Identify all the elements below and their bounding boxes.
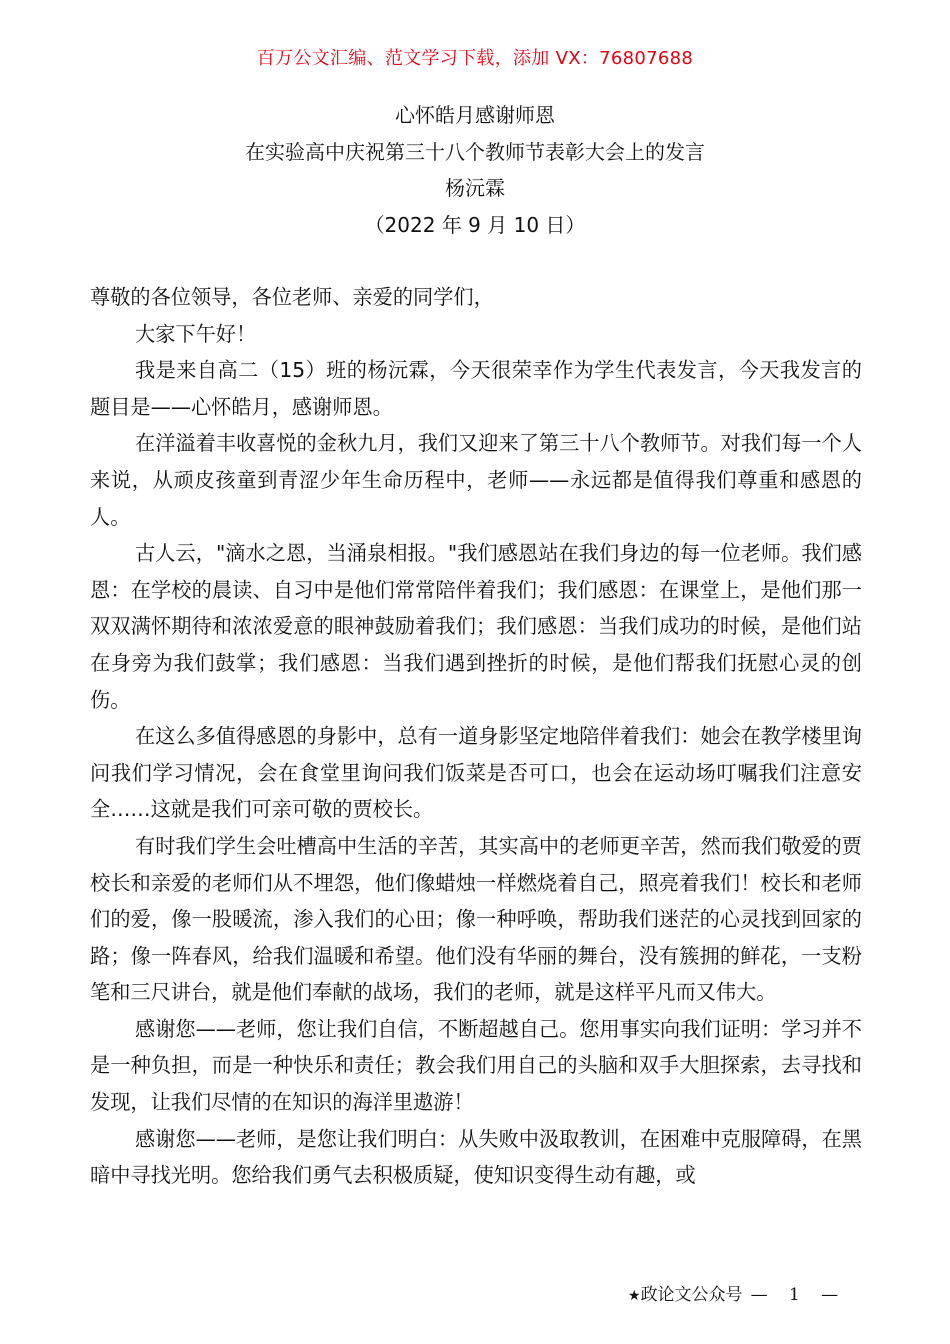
title-block	[0, 97, 950, 243]
star-icon: ★	[628, 1288, 641, 1304]
page-footer	[628, 1283, 846, 1308]
document-title: 心怀皓月感谢师恩	[395, 103, 555, 127]
paragraph: 古人云，"滴水之恩，当涌泉相报。"我们感恩站在我们身边的每一位老师。我们感恩：在学校的晨读、自习中是他们常常陪伴着我们；我们感恩：在课堂上，是他们那一双双满怀期待和浓浓爱意的眼神鼓励着我们；我们感恩：当我们成功的时候，是他们站在身旁为我们鼓掌；我们感恩：当我们遇到挫折的时候，是他们帮我们抚慰心灵的创伤。	[90, 541, 862, 712]
paragraph: 有时我们学生会吐槽高中生活的辛苦，其实高中的老师更辛苦，然而我们敬爱的贾校长和亲爱的老师们从不埋怨，他们像蜡烛一样燃烧着自己，照亮着我们！校长和老师们的爱，像一股暖流，渗入我们的心田；像一种呼唤，帮助我们迷茫的心灵找到回家的路；像一阵春风，给我们温暖和希望。他们没有华丽的舞台，没有簇拥的鲜花，一支粉笔和三尺讲台，就是他们奉献的战场，我们的老师，就是这样平凡而又伟大。	[90, 833, 862, 1005]
document-date: （2022 年 9 月 10 日）	[364, 212, 586, 237]
paragraph: 感谢您——老师，是您让我们明白：从失败中汲取教训，在困难中克服障碍，在黑暗中寻找光明。您给我们勇气去积极质疑，使知识变得生动有趣，或	[90, 1126, 862, 1188]
watermark-banner: 百万公文汇编、范文学习下载，添加 VX：76807688	[256, 48, 694, 69]
paragraph: 我是来自高二（15）班的杨沅霖，今天很荣幸作为学生代表发言，今天我发言的题目是——心怀皓月，感谢师恩。	[90, 358, 862, 419]
paragraph: 在这么多值得感恩的身影中，总有一道身影坚定地陪伴着我们：她会在教学楼里询问我们学习情况，会在食堂里询问我们饭菜是否可口，也会在运动场叮嘱我们注意安全……这就是我们可亲可敬的贾校长。	[90, 724, 862, 822]
document-author: 杨沅霖	[445, 176, 505, 200]
page-number: — 1 —	[750, 1285, 847, 1305]
paragraph: 在洋溢着丰收喜悦的金秋九月，我们又迎来了第三十八个教师节。对我们每一个人来说，从顽皮孩童到青涩少年生命历程中，老师——永远都是值得我们尊重和感恩的人。	[90, 431, 862, 529]
speech-body	[90, 279, 862, 1194]
footer-source: 政论文公众号	[640, 1285, 743, 1305]
greeting: 大家下午好！	[135, 321, 257, 346]
paragraph: 感谢您——老师，您让我们自信，不断超越自己。您用事实向我们证明：学习并不是一种负担，而是一种快乐和责任；教会我们用自己的头脑和双手大胆探索，去寻找和发现，让我们尽情的在知识的海洋里遨游！	[90, 1016, 862, 1115]
document-subtitle: 在实验高中庆祝第三十八个教师节表彰大会上的发言	[245, 139, 705, 164]
salutation: 尊敬的各位领导，各位老师、亲爱的同学们，	[90, 285, 494, 309]
